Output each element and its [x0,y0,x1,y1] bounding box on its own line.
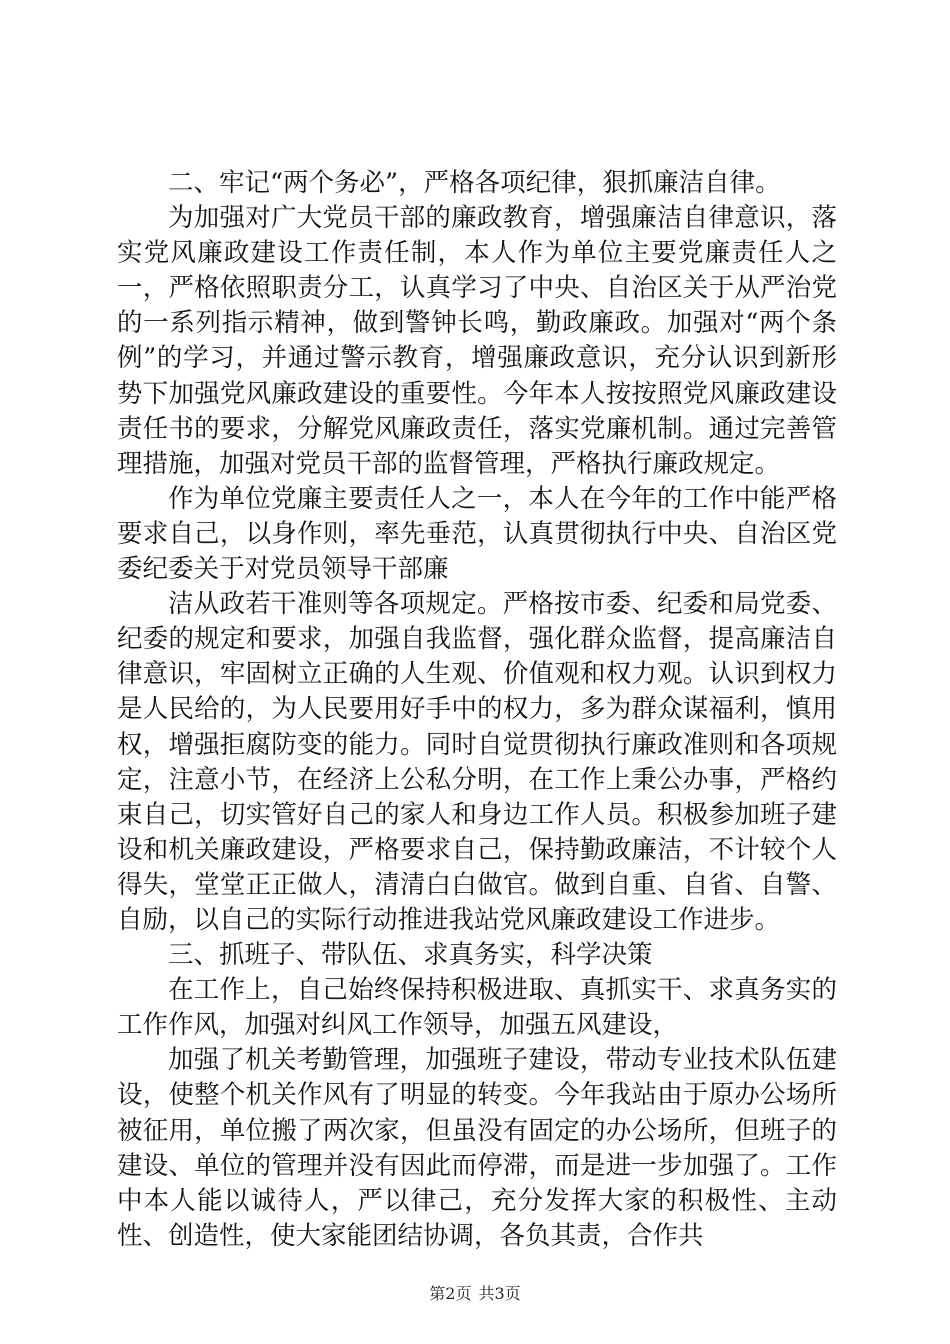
paragraph-work-style: 在工作上，自己始终保持积极进取、真抓实干、求真务实的工作作风，加强对纠风工作领导，加强五风建设， [117,975,837,1041]
paragraph-integrity-education: 为加强对广大党员干部的廉政教育，增强廉洁自律意识，落实党风廉政建设工作责任制，本人作为单位主要党廉责任人之一，严格依照职责分工，认真学习了中央、自治区关于从严治党的一系列指示精神，做到警钟长鸣，勤政廉政。加强对“两个条例”的学习，并通过警示教育，增强廉政意识，充分认识到新形势下加强党风廉政建设的重要性。今年本人按按照党风廉政建设责任书的要求，分解党风廉政责任，落实党廉机制。通过完善管理措施，加强对党员干部的监督管理，严格执行廉政规定。 [117,203,837,479]
paragraph-clean-governance: 洁从政若干准则等各项规定。严格按市委、纪委和局党委、纪委的规定和要求，加强自我监督，强化群众监督，提高廉洁自律意识，牢固树立正确的人生观、价值观和权力观。认识到权力是人民给的，为人民要用好手中的权力，多为群众谋福利，慎用权，增强拒腐防变的能力。同时自觉贯彻执行廉政准则和各项规定，注意小节，在经济上公私分明，在工作上秉公办事，严格约束自己，切实管好自己的家人和身边工作人员。积极参加班子建设和机关廉政建设，严格要求自己，保持勤政廉洁，不计较个人得失，堂堂正正做人，清清白白做官。做到自重、自省、自警、自励，以自己的实际行动推进我站党风廉政建设工作进步。 [117,589,837,935]
page-footer [0,1284,950,1304]
document-body [117,166,837,1254]
paragraph-self-discipline: 作为单位党廉主要责任人之一，本人在今年的工作中能严格要求自己，以身作则，率先垂范，认真贯彻执行中央、自治区党委纪委关于对党员领导干部廉 [117,483,837,585]
paragraph-management: 加强了机关考勤管理，加强班子建设，带动专业技术队伍建设，使整个机关作风有了明显的转变。今年我站由于原办公场所被征用，单位搬了两次家，但虽没有固定的办公场所，但班子的建设、单位的管理并没有因此而停滞，而是进一步加强了。工作中本人能以诚待人，严以律己，充分发挥大家的积极性、主动性、创造性，使大家能团结协调，各负其责，合作共 [117,1045,837,1251]
section-heading-team-building: 三、抓班子、带队伍、求真务实，科学决策 [168,940,653,971]
page-number: 第2页 [429,1284,472,1303]
section-heading-discipline: 二、牢记“两个务必”，严格各项纪律，狠抓廉洁自律。 [168,168,781,198]
page-total: 共3页 [478,1284,521,1303]
